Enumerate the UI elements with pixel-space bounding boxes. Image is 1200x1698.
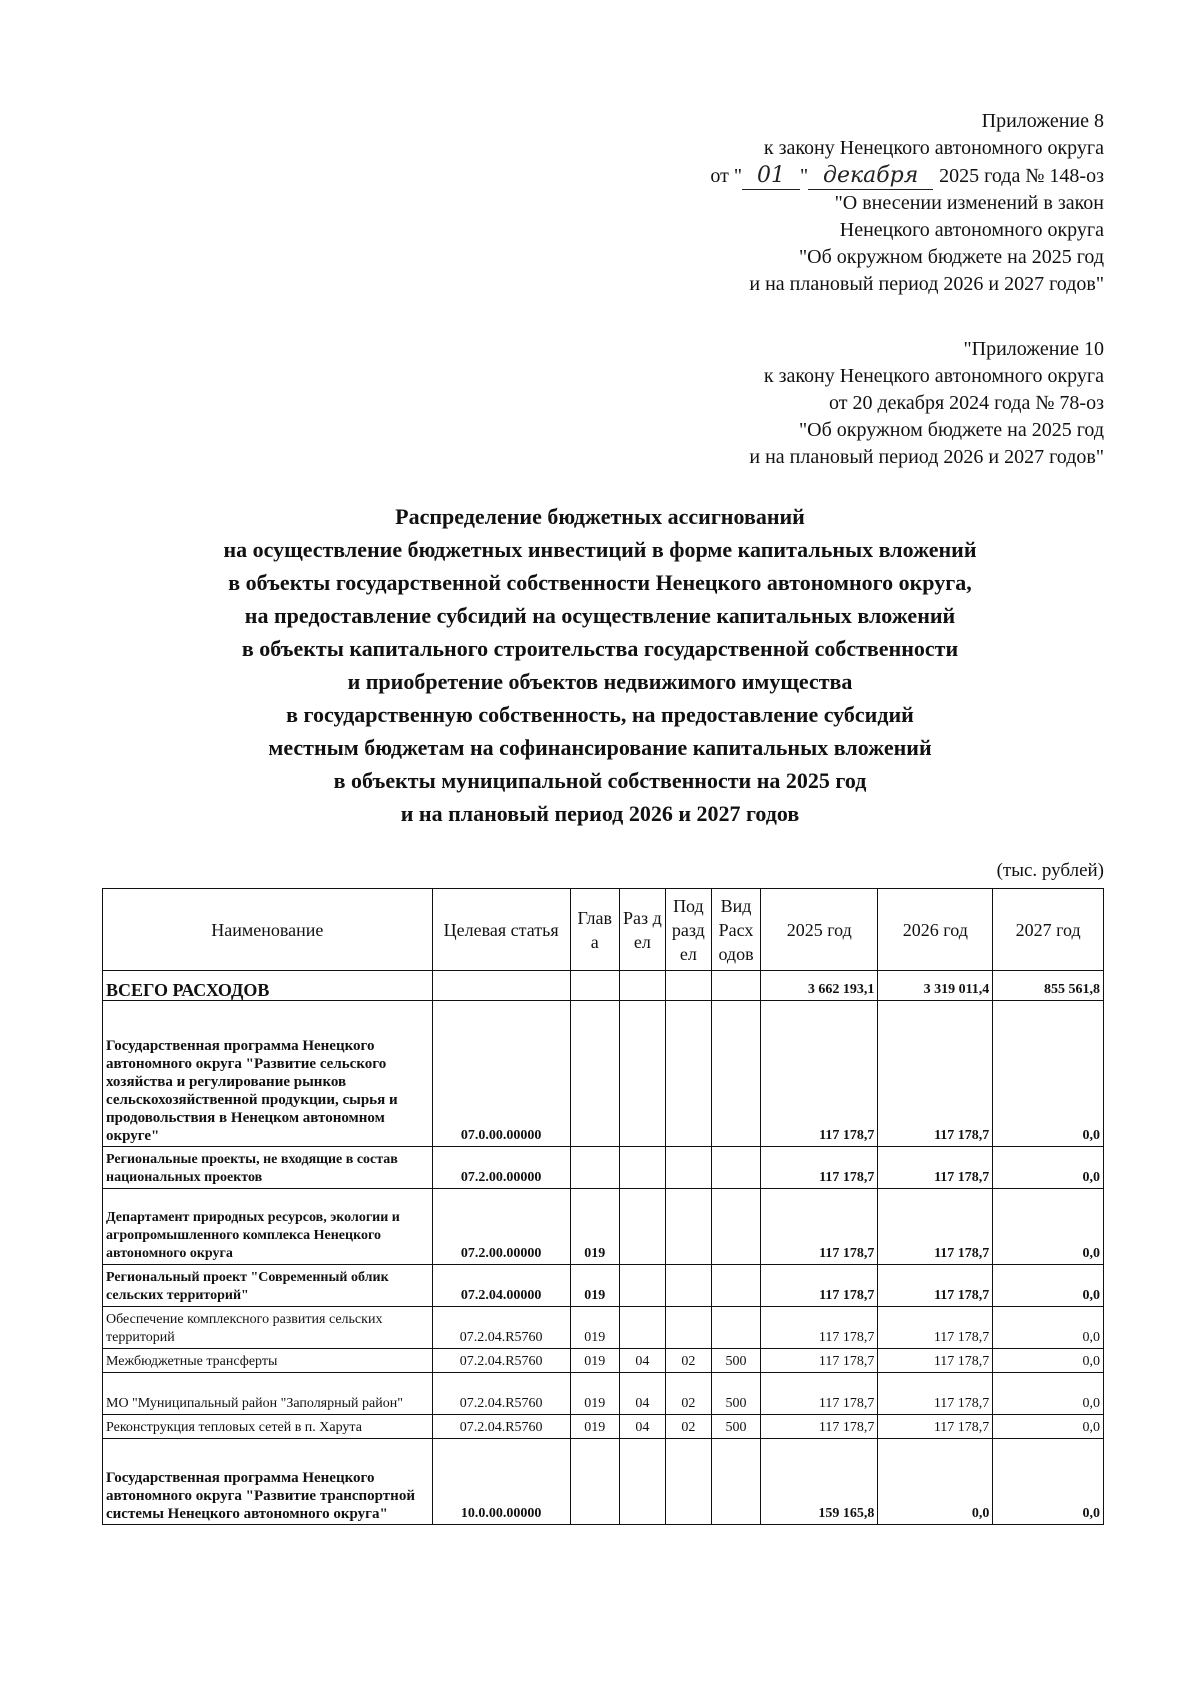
handwritten-day: 01	[742, 162, 800, 190]
cell-chapter: 019	[570, 1349, 619, 1373]
cell-subsection	[665, 1147, 711, 1189]
cell-section	[619, 1439, 665, 1525]
document-title	[160, 500, 1040, 830]
cell-target: 07.2.00.00000	[432, 1147, 570, 1189]
cell-section	[619, 1189, 665, 1265]
title-line: в объекты муниципальной собственности на 2025 год	[333, 768, 867, 793]
cell-subsection: 02	[665, 1415, 711, 1439]
title-line: в объекты капитального строительства государственной собственности	[241, 636, 959, 661]
cell-name: Региональный проект "Современный облик сельских территорий"	[103, 1265, 433, 1307]
cell-subsection	[665, 1439, 711, 1525]
cell-section: 04	[619, 1373, 665, 1415]
law-subject-line-1: "О внесении изменений в закон	[834, 192, 1104, 214]
table-row	[103, 1265, 1104, 1307]
title-line: и на плановый период 2026 и 2027 годов	[400, 801, 800, 826]
col-header-expense-type: Вид Расх одов	[711, 889, 760, 971]
cell-2026: 117 178,7	[878, 1307, 993, 1349]
col-header-name: Наименование	[103, 889, 433, 971]
cell-target: 07.2.04.R5760	[432, 1307, 570, 1349]
cell-name: Межбюджетные трансферты	[103, 1349, 433, 1373]
cell-2026: 3 319 011,4	[878, 971, 993, 1001]
cell-expense-type	[711, 1439, 760, 1525]
cell-target: 07.2.04.R5760	[432, 1373, 570, 1415]
table-row	[103, 1415, 1104, 1439]
table-row	[103, 1349, 1104, 1373]
title-line: в государственную собственность, на предоставление субсидий	[286, 702, 914, 727]
table-row	[103, 1439, 1104, 1525]
col-header-2025: 2025 год	[761, 889, 878, 971]
law-reference-original: к закону Ненецкого автономного округа	[763, 365, 1104, 387]
cell-section	[619, 1307, 665, 1349]
table-row	[103, 1147, 1104, 1189]
cell-chapter: 019	[570, 1415, 619, 1439]
cell-2026: 0,0	[878, 1439, 993, 1525]
law-subject-line-3: "Об окружном бюджете на 2025 год	[799, 246, 1104, 268]
appendix-header-original-law	[749, 336, 1104, 471]
cell-2027: 0,0	[993, 1147, 1104, 1189]
cell-name: Департамент природных ресурсов, экологии и агропромышленного комплекса Ненецкого автономного округа	[103, 1189, 433, 1265]
cell-chapter	[570, 1147, 619, 1189]
cell-section	[619, 1001, 665, 1147]
appendix-number: Приложение 8	[981, 110, 1104, 132]
cell-expense-type: 500	[711, 1349, 760, 1373]
cell-subsection	[665, 1307, 711, 1349]
cell-target	[432, 971, 570, 1001]
cell-section: 04	[619, 1415, 665, 1439]
cell-2025: 117 178,7	[761, 1265, 878, 1307]
title-line: на осуществление бюджетных инвестиций в форме капитальных вложений	[223, 537, 977, 562]
cell-2026: 117 178,7	[878, 1373, 993, 1415]
cell-name: Обеспечение комплексного развития сельских территорий	[103, 1307, 433, 1349]
handwritten-month: декабря	[808, 162, 933, 190]
title-line: и приобретение объектов недвижимого имущества	[347, 669, 853, 694]
table-row	[103, 1001, 1104, 1147]
cell-2025: 117 178,7	[761, 1373, 878, 1415]
cell-2025: 117 178,7	[761, 1001, 878, 1147]
units-label: (тыс. рублей)	[996, 860, 1104, 881]
cell-section	[619, 971, 665, 1001]
cell-target: 07.2.04.R5760	[432, 1349, 570, 1373]
title-line: на предоставление субсидий на осуществление капитальных вложений	[244, 603, 956, 628]
table-row	[103, 1307, 1104, 1349]
cell-2027: 0,0	[993, 1001, 1104, 1147]
cell-subsection: 02	[665, 1373, 711, 1415]
cell-2027: 0,0	[993, 1265, 1104, 1307]
law-date-line	[710, 162, 1104, 190]
cell-2025: 159 165,8	[761, 1439, 878, 1525]
cell-chapter: 019	[570, 1265, 619, 1307]
cell-2025: 117 178,7	[761, 1189, 878, 1265]
cell-expense-type: 500	[711, 1373, 760, 1415]
cell-2027: 0,0	[993, 1189, 1104, 1265]
law-subject-line-4: и на плановый период 2026 и 2027 годов"	[749, 273, 1104, 295]
cell-2027: 0,0	[993, 1349, 1104, 1373]
cell-target: 07.2.04.R5760	[432, 1415, 570, 1439]
appendix-header-amending-law	[710, 108, 1104, 298]
cell-name: ВСЕГО РАСХОДОВ	[103, 971, 433, 1001]
law-date-original: от 20 декабря 2024 года № 78-оз	[828, 392, 1104, 414]
table-row	[103, 1189, 1104, 1265]
cell-name: Реконструкция тепловых сетей в п. Харута	[103, 1415, 433, 1439]
cell-subsection	[665, 1189, 711, 1265]
cell-2027: 0,0	[993, 1415, 1104, 1439]
title-line: в объекты государственной собственности Ненецкого автономного округа,	[228, 570, 972, 595]
col-header-chapter: Глав а	[570, 889, 619, 971]
date-prefix: от "	[710, 165, 742, 187]
law-title-original-1: "Об окружном бюджете на 2025 год	[799, 419, 1104, 441]
cell-2027: 0,0	[993, 1439, 1104, 1525]
cell-expense-type	[711, 1001, 760, 1147]
cell-section	[619, 1265, 665, 1307]
title-line: Распределение бюджетных ассигнований	[395, 504, 805, 529]
cell-subsection: 02	[665, 1349, 711, 1373]
cell-name: Государственная программа Ненецкого автономного округа "Развитие транспортной системы Ненецкого автономного округа"	[103, 1439, 433, 1525]
cell-expense-type	[711, 971, 760, 1001]
appendix-number-original: "Приложение 10	[963, 338, 1104, 360]
col-header-section: Раз дел	[619, 889, 665, 971]
cell-name: Государственная программа Ненецкого автономного округа "Развитие сельского хозяйства и регулирование рынков сельскохозяйственной продукции, сырья и продовольствия в Ненецком автономном округе"	[103, 1001, 433, 1147]
cell-chapter	[570, 1001, 619, 1147]
cell-expense-type: 500	[711, 1415, 760, 1439]
table-row	[103, 1373, 1104, 1415]
cell-name: Региональные проекты, не входящие в состав национальных проектов	[103, 1147, 433, 1189]
law-subject-line-2: Ненецкого автономного округа	[839, 219, 1104, 241]
cell-chapter: 019	[570, 1373, 619, 1415]
budget-table	[102, 888, 1104, 1525]
cell-2026: 117 178,7	[878, 1349, 993, 1373]
cell-2025: 117 178,7	[761, 1349, 878, 1373]
cell-expense-type	[711, 1147, 760, 1189]
date-suffix: 2025 года № 148-оз	[939, 165, 1104, 187]
cell-target: 07.2.04.00000	[432, 1265, 570, 1307]
col-header-target: Целевая статья	[432, 889, 570, 971]
law-reference: к закону Ненецкого автономного округа	[763, 137, 1104, 159]
cell-chapter	[570, 1439, 619, 1525]
cell-2026: 117 178,7	[878, 1001, 993, 1147]
cell-2026: 117 178,7	[878, 1189, 993, 1265]
col-header-2026: 2026 год	[878, 889, 993, 971]
cell-2025: 117 178,7	[761, 1415, 878, 1439]
cell-target: 10.0.00.00000	[432, 1439, 570, 1525]
cell-2027: 0,0	[993, 1373, 1104, 1415]
col-header-subsection: Под разд ел	[665, 889, 711, 971]
cell-2025: 117 178,7	[761, 1147, 878, 1189]
cell-target: 07.0.00.00000	[432, 1001, 570, 1147]
cell-2025: 3 662 193,1	[761, 971, 878, 1001]
cell-2027: 855 561,8	[993, 971, 1104, 1001]
cell-section	[619, 1147, 665, 1189]
cell-2026: 117 178,7	[878, 1147, 993, 1189]
cell-subsection	[665, 1265, 711, 1307]
cell-2026: 117 178,7	[878, 1265, 993, 1307]
cell-expense-type	[711, 1307, 760, 1349]
table-row	[103, 971, 1104, 1001]
cell-target: 07.2.00.00000	[432, 1189, 570, 1265]
cell-2027: 0,0	[993, 1307, 1104, 1349]
cell-2026: 117 178,7	[878, 1415, 993, 1439]
cell-chapter: 019	[570, 1189, 619, 1265]
law-title-original-2: и на плановый период 2026 и 2027 годов"	[749, 446, 1104, 468]
cell-2025: 117 178,7	[761, 1307, 878, 1349]
table-header-row	[103, 889, 1104, 971]
cell-subsection	[665, 1001, 711, 1147]
cell-expense-type	[711, 1189, 760, 1265]
date-quote: "	[800, 165, 809, 187]
title-line: местным бюджетам на софинансирование капитальных вложений	[268, 735, 932, 760]
cell-name: МО "Муниципальный район "Заполярный район"	[103, 1373, 433, 1415]
cell-expense-type	[711, 1265, 760, 1307]
cell-subsection	[665, 971, 711, 1001]
cell-section: 04	[619, 1349, 665, 1373]
col-header-2027: 2027 год	[993, 889, 1104, 971]
cell-chapter	[570, 971, 619, 1001]
cell-chapter: 019	[570, 1307, 619, 1349]
